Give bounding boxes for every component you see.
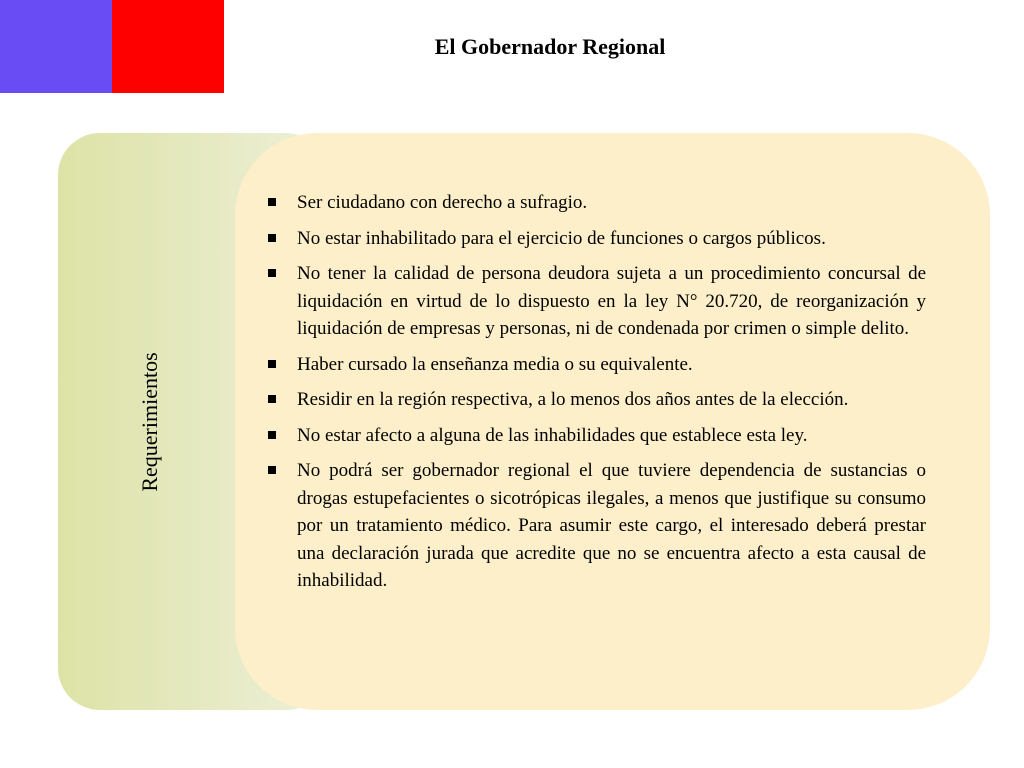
list-item-text: Haber cursado la enseñanza media o su equivalente.: [297, 353, 693, 375]
corner-block-purple: [0, 0, 112, 93]
square-bullet-icon: [268, 395, 276, 403]
corner-block-red: [112, 0, 224, 93]
list-item: [297, 351, 926, 379]
square-bullet-icon: [268, 431, 276, 439]
list-item: [297, 189, 926, 217]
square-bullet-icon: [268, 360, 276, 368]
list-item: [297, 225, 926, 253]
list-item-text: Residir en la región respectiva, a lo menos dos años antes de la elección.: [297, 389, 849, 410]
list-item-text: No podrá ser gobernador regional el que tuviere dependencia de sustancias o drogas estupefacientes o sicotrópicas ilegales, a menos que justifique su consumo por un tratamiento médico. Para asumir este cargo, el interesado deberá prestar una declaración jurada que acredite que no se encuentra afecto a esta causal de inhabilidad.: [297, 460, 926, 591]
list-item: [297, 260, 926, 343]
list-item-text: Ser ciudadano con derecho a sufragio.: [297, 192, 588, 213]
list-item: [297, 422, 926, 450]
list-item-text: No tener la calidad de persona deudora sujeta a un procedimiento concursal de liquidación en virtud de lo dispuesto en la ley N° 20.720, de reorganización y liquidación de empresas y personas, ni de condenada por crimen o simple delito.: [297, 263, 926, 339]
slide-title: El Gobernador Regional: [434, 34, 666, 59]
list-item-text: No estar inhabilitado para el ejercicio de funciones o cargos públicos.: [297, 227, 826, 249]
requirements-list: [297, 189, 926, 595]
list-item-text: No estar afecto a alguna de las inhabilidades que establece esta ley.: [297, 424, 808, 446]
list-item: [297, 386, 926, 414]
list-item: [297, 457, 926, 595]
square-bullet-icon: [268, 466, 276, 474]
square-bullet-icon: [268, 234, 276, 242]
square-bullet-icon: [268, 198, 276, 206]
requirements-side-label: Requerimientos: [137, 352, 162, 492]
square-bullet-icon: [268, 269, 276, 277]
